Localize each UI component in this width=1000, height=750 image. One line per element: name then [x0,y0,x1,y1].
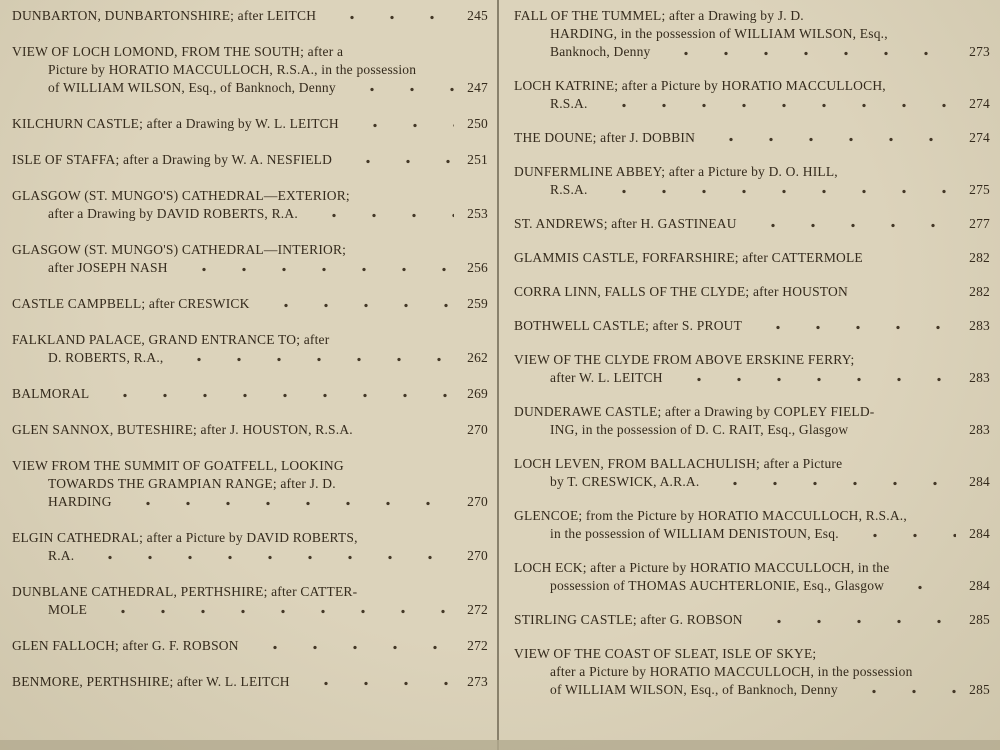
toc-entry [12,43,488,97]
dot-leader [748,317,956,335]
toc-entry [12,583,488,619]
toc-entry [12,295,488,313]
toc-entry-line [12,475,488,493]
page-number: 283 [969,370,990,385]
page-number: 270 [467,494,488,509]
toc-entry-line [514,507,990,525]
dot-leader [749,611,956,629]
toc-entry [12,331,488,367]
toc-entry-line [514,283,990,301]
page-number: 270 [467,548,488,563]
entry-text: VIEW OF LOCH LOMOND, FROM THE SOUTH; after a [12,44,344,59]
page-number: 283 [969,318,990,333]
toc-entry [514,129,990,147]
dot-leader [656,43,956,61]
entry-text: HARDING, in the possession of WILLIAM WILSON, Esq., [550,26,888,41]
entry-text: after a Drawing by DAVID ROBERTS, R.A. [48,206,298,221]
toc-entry-line [514,577,990,595]
entry-text: D. ROBERTS, R.A., [48,350,164,365]
toc-entry-line [514,369,990,387]
entry-text: of WILLIAM WILSON, Esq., of Banknoch, Denny [550,682,838,697]
toc-entry-line [514,181,990,199]
entry-text: LOCH ECK; after a Picture by HORATIO MACCULLOCH, in the [514,560,890,575]
page-number: 253 [467,206,488,221]
toc-entry-line [12,349,488,367]
toc-entry-line [514,559,990,577]
toc-entry-line [514,455,990,473]
toc-entry-line [12,457,488,475]
entry-text: GLENCOE; from the Picture by HORATIO MACCULLOCH, R.S.A., [514,508,907,523]
toc-entry [514,507,990,543]
toc-entry-line [514,25,990,43]
entry-text: STIRLING CASTLE; after G. ROBSON [514,612,743,627]
entry-text: FALL OF THE TUMMEL; after a Drawing by J. D. [514,8,804,23]
toc-entry-line [514,351,990,369]
entry-text: R.A. [48,548,75,563]
page-number: 283 [969,422,990,437]
entry-text: DUNBARTON, DUNBARTONSHIRE; after LEITCH [12,8,317,23]
page-number: 273 [467,674,488,689]
entry-text: LOCH LEVEN, FROM BALLACHULISH; after a Picture [514,456,843,471]
page-number: 285 [969,682,990,697]
page-number: 282 [969,284,990,299]
dot-leader [174,259,454,277]
toc-entry [12,7,488,25]
toc-entry-line [514,163,990,181]
toc-entry-line [12,637,488,655]
toc-entry-line [514,317,990,335]
toc-entry-line [12,43,488,61]
toc-entry-line [514,663,990,681]
dot-leader [845,525,956,543]
toc-entry-line [514,129,990,147]
entry-text: after JOSEPH NASH [48,260,168,275]
dot-leader [256,295,454,313]
toc-entry-line [514,43,990,61]
toc-entry-line [12,187,488,205]
toc-entry-line [12,205,488,223]
toc-entry-line [12,295,488,313]
toc-entry [514,403,990,439]
dot-leader [342,79,454,97]
entry-text: ELGIN CATHEDRAL; after a Picture by DAVID ROBERTS, [12,530,358,545]
entry-text: GLEN SANNOX, BUTESHIRE; after J. HOUSTON, R.S.A. [12,422,353,437]
dot-leader [296,673,454,691]
page-number: 272 [467,638,488,653]
toc-entry [12,529,488,565]
page-number: 274 [969,130,990,145]
entry-text: after a Picture by HORATIO MACCULLOCH, in the possession [550,664,913,679]
dot-leader [322,7,454,25]
toc-entry [12,457,488,511]
entry-text: ST. ANDREWS; after H. GASTINEAU [514,216,737,231]
toc-entry-line [514,473,990,491]
entry-text: VIEW OF THE COAST OF SLEAT, ISLE OF SKYE; [514,646,817,661]
entry-text: BENMORE, PERTHSHIRE; after W. L. LEITCH [12,674,290,689]
dot-leader [245,637,454,655]
toc-entry-line [12,493,488,511]
entry-text: GLASGOW (ST. MUNGO'S) CATHEDRAL—INTERIOR; [12,242,347,257]
toc-entry-line [514,611,990,629]
page-bottom-edge [0,740,1000,750]
toc-entry [514,77,990,113]
entry-text: in the possession of WILLIAM DENISTOUN, Esq. [550,526,839,541]
page-number: 262 [467,350,488,365]
page-number: 273 [969,44,990,59]
toc-entry-line [12,79,488,97]
entry-text: LOCH KATRINE; after a Picture by HORATIO MACCULLOCH, [514,78,886,93]
entry-text: by T. CRESWICK, A.R.A. [550,474,700,489]
page-number: 270 [467,422,488,437]
entry-text: KILCHURN CASTLE; after a Drawing by W. L. LEITCH [12,116,339,131]
toc-entry [514,351,990,387]
dot-leader [844,681,956,699]
entry-text: HARDING [48,494,112,509]
entry-text: BALMORAL [12,386,90,401]
entry-text: ISLE OF STAFFA; after a Drawing by W. A. NESFIELD [12,152,333,167]
entry-text: CORRA LINN, FALLS OF THE CLYDE; after HOUSTON [514,284,848,299]
dot-leader [669,369,956,387]
entry-text: CASTLE CAMPBELL; after CRESWICK [12,296,250,311]
toc-entry-line [514,403,990,421]
toc-entry [12,187,488,223]
toc-entry [12,673,488,691]
toc-entry-line [12,601,488,619]
page-number: 284 [969,474,990,489]
toc-entry-line [12,331,488,349]
column-divider [497,0,499,750]
entry-text: VIEW OF THE CLYDE FROM ABOVE ERSKINE FERRY; [514,352,855,367]
toc-entry-line [12,421,488,439]
toc-entry-line [514,525,990,543]
entry-text: of WILLIAM WILSON, Esq., of Banknoch, Denny [48,80,336,95]
toc-entry [514,317,990,335]
toc-entry-line [514,249,990,267]
toc-entry [12,385,488,403]
dot-leader [594,181,956,199]
toc-entry [12,421,488,439]
toc-entry-line [12,61,488,79]
page-number: 282 [969,250,990,265]
entry-text: MOLE [48,602,88,617]
dot-leader [118,493,454,511]
toc-entry [12,241,488,277]
entry-text: Banknoch, Denny [550,44,651,59]
toc-entry [514,283,990,301]
toc-entry-line [12,385,488,403]
left-column [12,7,488,709]
toc-entry-line [12,529,488,547]
toc-entry-line [514,95,990,113]
page-number: 259 [467,296,488,311]
toc-entry [514,559,990,595]
toc-entry-line [12,151,488,169]
page-number: 247 [467,80,488,95]
entry-text: ING, in the possession of D. C. RAIT, Esq., Glasgow [550,422,849,437]
toc-entry [514,455,990,491]
dot-leader [890,577,956,595]
entry-text: GLASGOW (ST. MUNGO'S) CATHEDRAL—EXTERIOR; [12,188,350,203]
dot-leader [345,115,454,133]
entry-text: BOTHWELL CASTLE; after S. PROUT [514,318,743,333]
entry-text: possession of THOMAS AUCHTERLONIE, Esq., Glasgow [550,578,885,593]
toc-entry [12,637,488,655]
entry-text: DUNDERAWE CASTLE; after a Drawing by COPLEY FIELD- [514,404,875,419]
dot-leader [80,547,454,565]
entry-text: DUNFERMLINE ABBEY; after a Picture by D. O. HILL, [514,164,838,179]
entry-text: R.S.A. [550,96,588,111]
toc-entry-line [514,681,990,699]
page-number: 245 [467,8,488,23]
page-number: 275 [969,182,990,197]
toc-entry-line [514,215,990,233]
toc-entry-line [12,115,488,133]
page-number: 274 [969,96,990,111]
toc-entry-line [514,7,990,25]
toc-entry [12,115,488,133]
page-number: 277 [969,216,990,231]
toc-entry-line [514,645,990,663]
toc-entry-line [12,583,488,601]
dot-leader [304,205,454,223]
toc-entry-line [12,241,488,259]
entry-text: Picture by HORATIO MACCULLOCH, R.S.A., in the possession [48,62,417,77]
dot-leader [93,601,454,619]
page-number: 272 [467,602,488,617]
page-number: 284 [969,526,990,541]
toc-entry [514,7,990,61]
entry-text: R.S.A. [550,182,588,197]
dot-leader [95,385,454,403]
dot-leader [594,95,956,113]
toc-entry-line [514,77,990,95]
toc-entry [12,151,488,169]
toc-entry [514,645,990,699]
entry-text: DUNBLANE CATHEDRAL, PERTHSHIRE; after CATTER- [12,584,358,599]
toc-entry [514,611,990,629]
entry-text: GLEN FALLOCH; after G. F. ROBSON [12,638,239,653]
page-number: 250 [467,116,488,131]
dot-leader [169,349,454,367]
toc-entry [514,249,990,267]
page-number: 251 [467,152,488,167]
entry-text: THE DOUNE; after J. DOBBIN [514,130,696,145]
entry-text: after W. L. LEITCH [550,370,663,385]
dot-leader [338,151,454,169]
toc-entry-line [514,421,990,439]
toc-entry-line [12,673,488,691]
page-number: 285 [969,612,990,627]
dot-leader [705,473,956,491]
toc-entry [514,163,990,199]
entry-text: GLAMMIS CASTLE, FORFARSHIRE; after CATTERMOLE [514,250,863,265]
entry-text: TOWARDS THE GRAMPIAN RANGE; after J. D. [48,476,336,491]
entry-text: VIEW FROM THE SUMMIT OF GOATFELL, LOOKING [12,458,344,473]
page-number: 256 [467,260,488,275]
right-column [514,7,990,715]
dot-leader [743,215,956,233]
entry-text: FALKLAND PALACE, GRAND ENTRANCE TO; after [12,332,330,347]
page-number: 269 [467,386,488,401]
toc-entry-line [12,7,488,25]
page-number: 284 [969,578,990,593]
toc-entry [514,215,990,233]
dot-leader [701,129,956,147]
toc-entry-line [12,547,488,565]
toc-entry-line [12,259,488,277]
